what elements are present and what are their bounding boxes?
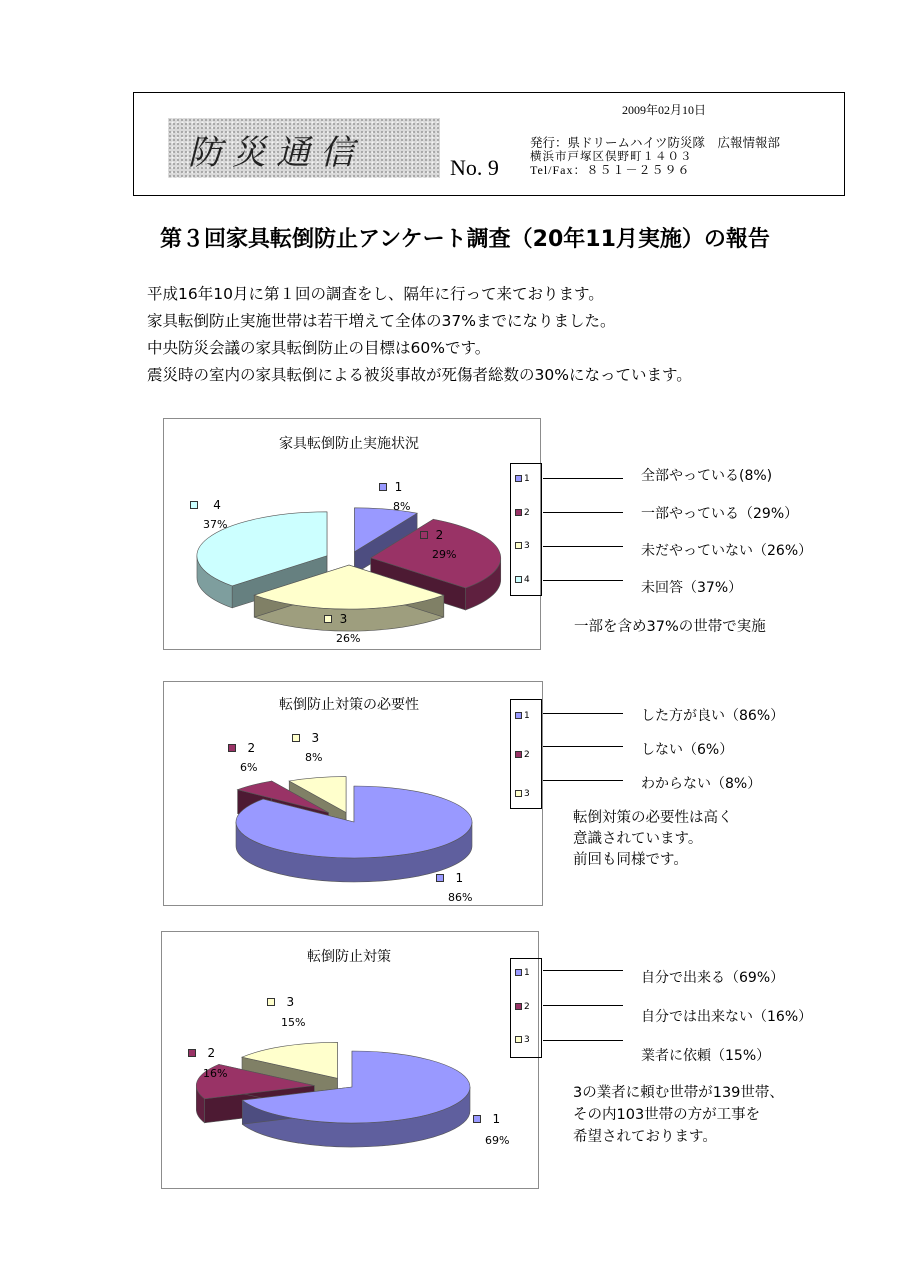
chart-2-legend-mark-2: 2 [515,750,530,760]
leader-line [543,478,623,479]
chart-2-value-1: 86% [448,891,473,904]
leader-line [543,746,623,747]
chart-2-label-1: 1 [436,871,463,885]
chart-1-label-4: 4 [190,498,221,512]
chart-2-value-3: 8% [305,751,323,764]
chart-3-legend-text-3: 業者に依頼（15%） [641,1048,771,1064]
chart-1-label-3: 3 [324,612,347,626]
leader-line [543,512,623,513]
chart-1-legend-mark-1: 1 [515,474,530,484]
chart-2-legend-text-2: しない（6%） [641,742,734,758]
issue-date: 2009年02月10日 [622,103,707,117]
main-heading: 第３回家具転倒防止アンケート調査（20年11月実施）の報告 [160,227,770,252]
chart-2-note-line: 前回も同様です。 [573,852,688,868]
intro-line: 家具転倒防止実施世帯は若干増えて全体の37%までになりました。 [147,312,616,330]
chart-1-label-2: 2 [420,528,443,542]
issue-number: No. 9 [450,155,499,180]
chart-3-legend-mark-2: 2 [515,1002,530,1012]
leader-line [543,1040,623,1041]
chart-3-value-3: 15% [281,1016,306,1029]
chart-3-note-line: 3の業者に頼む世帯が139世帯、 [573,1085,784,1101]
leader-line [543,580,623,581]
leader-line [543,546,623,547]
chart-3-legend-text-2: 自分では出来ない（16%） [641,1009,813,1025]
chart-3-legend-mark-1: 1 [515,968,530,978]
chart-3-legend-mark-3: 3 [515,1035,530,1045]
chart-3-pie [162,932,538,1188]
chart-2-pie [164,682,542,905]
chart-2-legend-mark-3: 3 [515,789,530,799]
tel-fax: Tel/Fax：８５１－２５９６ [530,163,691,177]
chart-3-note-line: その内103世帯の方が工事を [573,1107,761,1123]
chart-3-label-3: 3 [267,995,294,1009]
leader-line [543,970,623,971]
chart-1-value-4: 37% [203,518,228,531]
chart-1-legend-mark-3: 3 [515,541,530,551]
chart-2-label-2: 2 [228,741,255,755]
chart-1-legend-mark-4: 4 [515,575,530,585]
chart-1-legend-mark-2: 2 [515,508,530,518]
intro-line: 震災時の室内の家具転倒による被災事故が死傷者総数の30%になっています。 [147,366,692,384]
chart-2-label-3: 3 [292,731,319,745]
chart-1-value-1: 8% [393,500,411,513]
chart-1-label-1: 1 [379,480,402,494]
chart-1-pie [164,419,540,649]
chart-3-note-line: 希望されております。 [573,1129,717,1145]
chart-3-title: 転倒防止対策 [307,949,391,965]
intro-line: 平成16年10月に第１回の調査をし、隔年に行って来ております。 [147,285,604,303]
chart-2-title: 転倒防止対策の必要性 [279,697,419,713]
chart-2-legend-text-1: した方が良い（86%） [641,708,785,724]
chart-3-value-2: 16% [203,1067,228,1080]
chart-1-title: 家具転倒防止実施状況 [279,436,419,452]
chart-2-note-line: 転倒対策の必要性は高く [573,810,733,826]
chart-2-note-line: 意識されています。 [573,831,703,847]
chart-3-label-1: 1 [473,1112,500,1126]
chart-1-legend-text-2: 一部やっている（29%） [641,506,799,522]
leader-line [543,713,623,714]
chart-2-value-2: 6% [240,761,258,774]
intro-line: 中央防災会議の家具転倒防止の目標は60%です。 [147,339,491,357]
chart-1-value-2: 29% [432,548,457,561]
address: 横浜市戸塚区俣野町１４０３ [530,149,693,163]
chart-2-legend-mark-1: 1 [515,711,530,721]
masthead-title: 防災通信 [188,133,364,173]
chart-3-legend-text-1: 自分で出来る（69%） [641,970,785,986]
publisher: 発行：県ドリームハイツ防災隊 広報情報部 [530,135,781,150]
chart-1-legend-text-1: 全部やっている(8%) [641,468,773,484]
chart-3-label-2: 2 [188,1046,215,1060]
chart-1-note: 一部を含め37%の世帯で実施 [574,619,766,635]
chart-1-value-3: 26% [336,632,361,645]
leader-line [543,780,623,781]
chart-2-legend-text-3: わからない（8%） [641,776,762,792]
leader-line [543,1005,623,1006]
chart-3-value-1: 69% [485,1134,510,1147]
chart-1-legend-text-4: 未回答（37%） [641,580,743,596]
chart-1-legend-text-3: 未だやっていない（26%） [641,543,813,559]
